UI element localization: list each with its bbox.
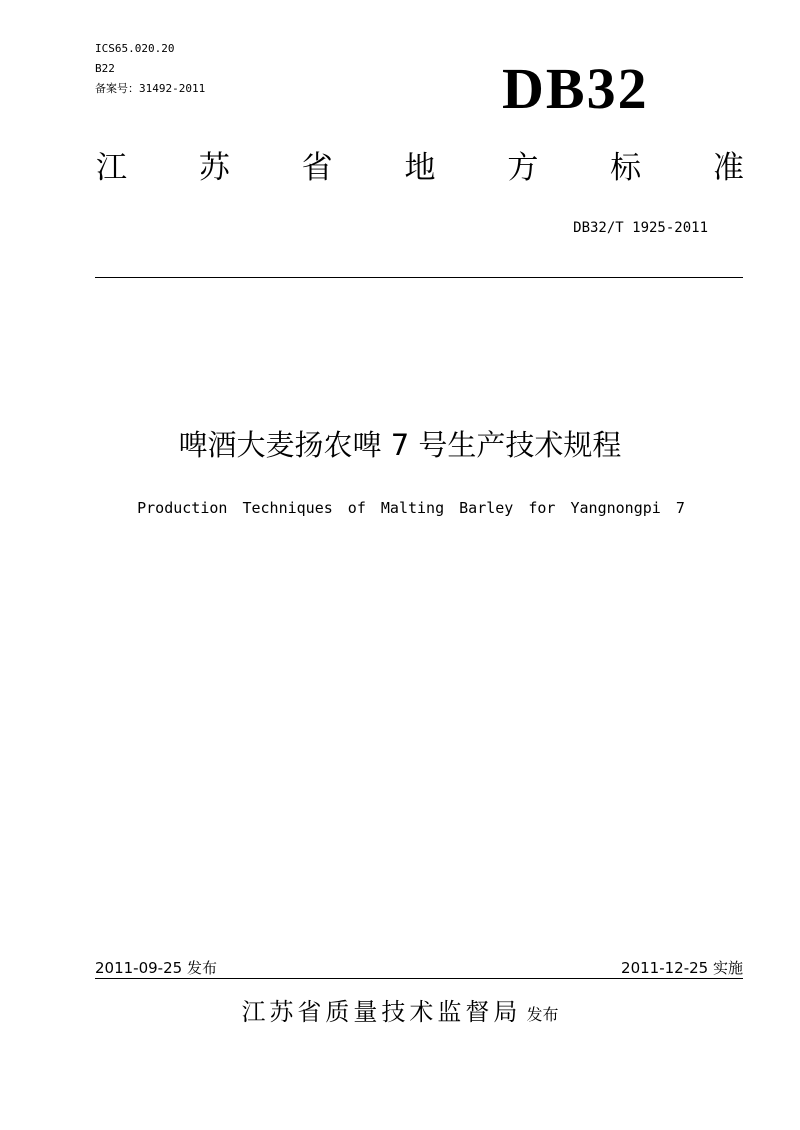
standard-number: DB32/T 1925-2011	[573, 220, 708, 236]
org-char: 标	[610, 150, 642, 186]
filing-number: 备案号：31492-2011	[95, 82, 206, 95]
issuer-block	[0, 992, 800, 1027]
org-char: 省	[301, 150, 333, 186]
db32-logo: DB32	[502, 56, 649, 121]
publish-date: 2011-09-25 发布	[95, 959, 217, 977]
document-title: 啤酒大麦扬农啤 7 号生产技术规程	[178, 428, 622, 462]
org-char: 苏	[198, 150, 230, 186]
org-char: 方	[507, 150, 539, 186]
organization-title	[96, 150, 744, 186]
ics-code: ICS65.020.20	[95, 42, 175, 55]
category-code: B22	[95, 62, 115, 75]
org-char: 江	[96, 150, 127, 186]
footer-divider	[95, 978, 743, 979]
org-char: 准	[712, 150, 744, 186]
implement-date: 2011-12-25 实施	[621, 959, 743, 977]
issue-label: 发布	[526, 1005, 559, 1024]
org-char: 地	[404, 150, 436, 186]
document-subtitle: Production Techniques of Malting Barley for Yangnongpi 7	[137, 499, 685, 517]
header-divider	[95, 277, 743, 278]
issuer-name: 江苏省质量技术监督局	[241, 998, 522, 1026]
